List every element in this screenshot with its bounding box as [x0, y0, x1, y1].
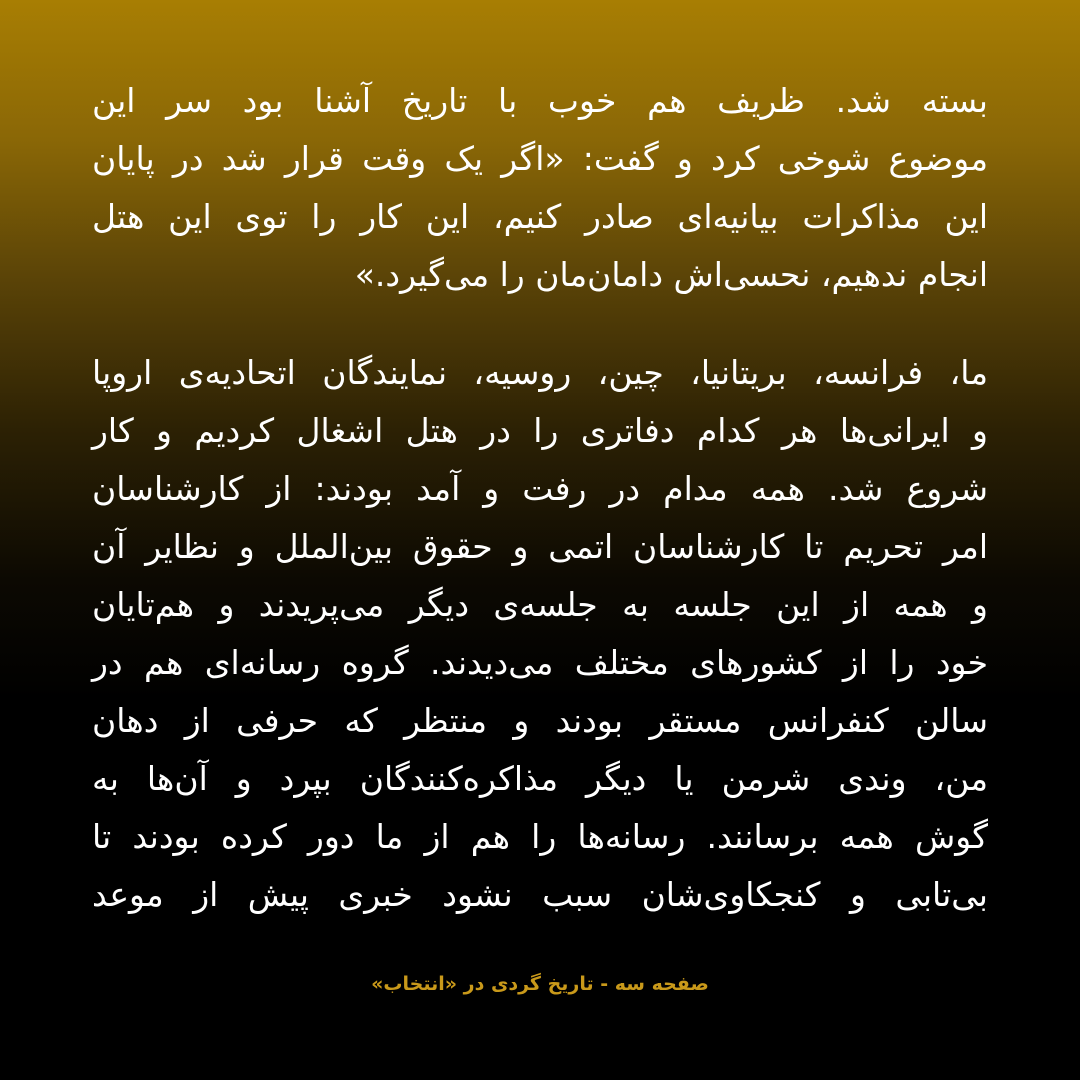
paragraph-2-line: و ایرانی‌ها هر کدام دفاتری را در هتل اشغال کردیم و کار: [92, 411, 988, 450]
paragraph-1-line: این مذاکرات بیانیه‌ای صادر کنیم، این کار را توی این هتل: [92, 197, 988, 236]
paragraph-1-line: انجام ندهیم، نحسی‌اش دامان‌مان را می‌گیرد.»: [354, 255, 988, 294]
paragraph-2-line: شروع شد. همه مدام در رفت و آمد بودند: از کارشناسان: [92, 469, 988, 508]
paragraph-2-line: خود را از کشورهای مختلف می‌دیدند. گروه رسانه‌ای هم در: [92, 643, 988, 682]
paragraph-2-line: بی‌تابی و کنجکاوی‌شان سبب نشود خبری پیش از موعد: [92, 875, 988, 914]
page-footer-caption: صفحه سه - تاریخ گردی در «انتخاب»: [371, 973, 709, 995]
paragraph-2-line: ما، فرانسه، بریتانیا، چین، روسیه، نمایندگان اتحادیه‌ی اروپا: [92, 353, 988, 392]
paragraph-2-line: و همه از این جلسه به جلسه‌ی دیگر می‌پریدند و هم‌تایان: [92, 585, 988, 624]
paragraph-2-line: امر تحریم تا کارشناسان اتمی و حقوق بین‌الملل و نظایر آن: [92, 527, 988, 566]
paragraph-1-line: بسته شد. ظریف هم خوب با تاریخ آشنا بود سر این: [92, 81, 988, 120]
paragraph-2-line: من، وندی شرمن یا دیگر مذاکره‌کنندگان بپرد و آن‌ها به: [92, 759, 988, 798]
paragraph-1: [92, 72, 988, 304]
paragraph-2: [92, 344, 988, 924]
paragraph-1-line: موضوع شوخی کرد و گفت: «اگر یک وقت قرار شد در پایان: [92, 139, 988, 178]
paragraph-2-line: گوش همه برسانند. رسانه‌ها را هم از ما دور کرده بودند تا: [92, 817, 988, 856]
paragraph-2-line: سالن کنفرانس مستقر بودند و منتظر که حرفی از دهان: [92, 701, 988, 740]
